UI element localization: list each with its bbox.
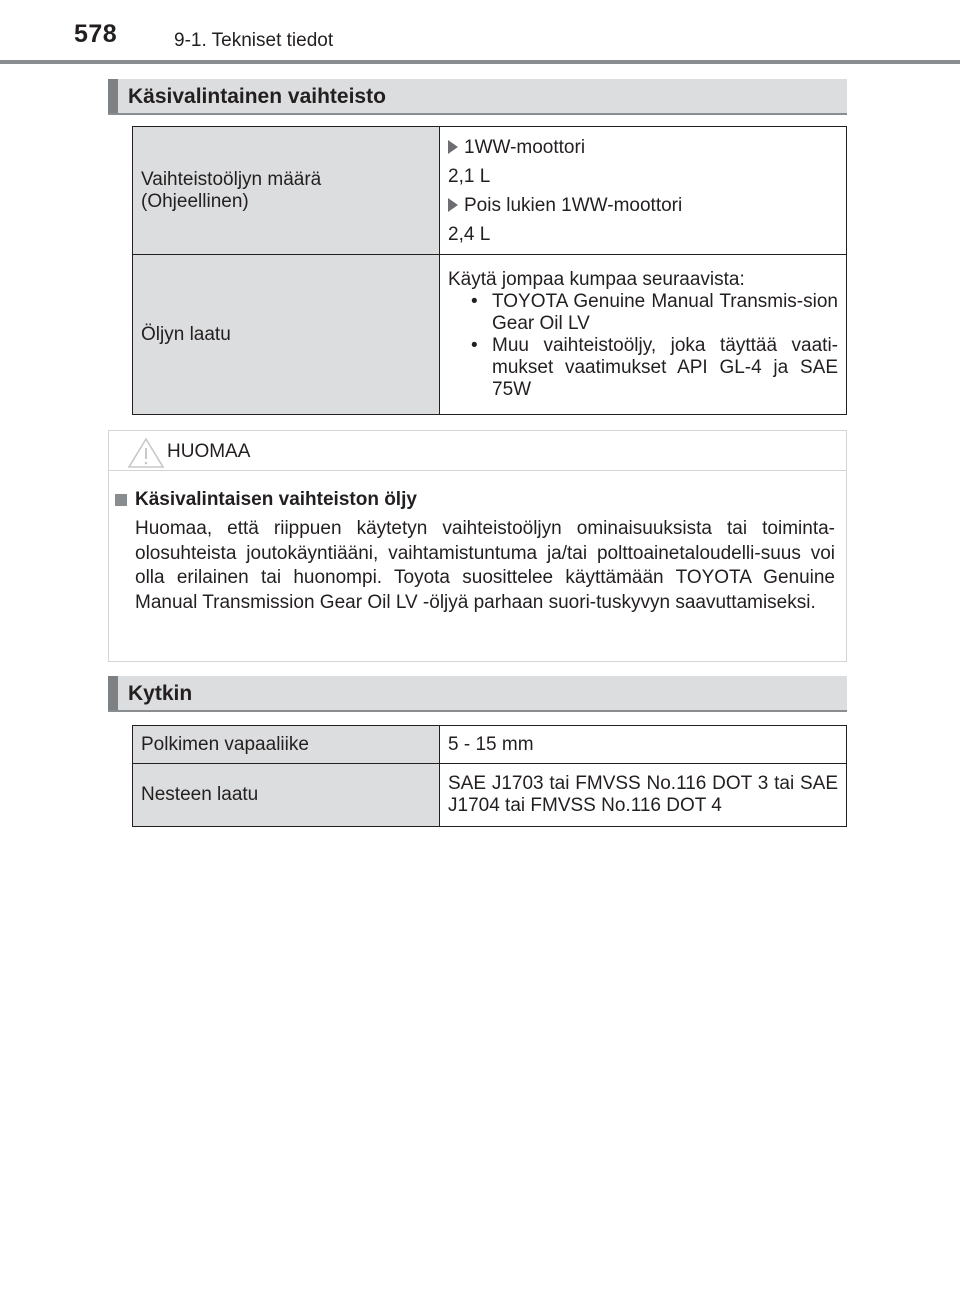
- list-item: [448, 291, 838, 335]
- engine-variant-line: [448, 133, 838, 162]
- section-title: Kytkin: [128, 682, 193, 705]
- section-bar-accent: [108, 79, 118, 113]
- fluid-quality-value: SAE J1703 tai FMVSS No.116 DOT 3 tai SAE J1704 tai FMVSS No.116 DOT 4: [440, 764, 847, 827]
- table-row: [133, 726, 847, 764]
- manual-transmission-table: [132, 126, 847, 415]
- fluid-quality-label: Nesteen laatu: [133, 764, 440, 827]
- notice-box: [108, 430, 847, 662]
- list-item: [448, 335, 838, 401]
- table-row: [133, 764, 847, 827]
- page-number: 578: [74, 20, 118, 48]
- oil-quality-intro: Käytä jompaa kumpaa seuraavista:: [448, 268, 745, 290]
- notice-body: Huomaa, että riippuen käytetyn vaihteistoöljyn ominaisuuksista tai toiminta-olosuhteista joutokäyntiääni, vaihtamistuntuma ja/tai polttoainetaloudelli-suus voi olla erilainen tai huonompi. Toyota suosittelee käyttämään TOYOTA Genuine Manual Transmission Gear Oil LV -öljyä parhaan suori-tuskyvyn saavuttamiseksi.: [135, 518, 835, 613]
- section-header-clutch: [108, 676, 847, 712]
- engine-variant: Pois lukien 1WW-moottori: [464, 194, 683, 216]
- table-row: [133, 127, 847, 255]
- list-item-text: Muu vaihteistoöljy, joka täyttää vaati-mukset vaatimukset API GL-4 ja SAE 75W: [492, 334, 838, 400]
- header-rule: [0, 60, 960, 64]
- list-item-text: TOYOTA Genuine Manual Transmis-sion Gear Oil LV: [492, 290, 838, 334]
- oil-amount-value: [440, 127, 847, 255]
- oil-amount: 2,4 L: [448, 223, 491, 245]
- pedal-freeplay-value: 5 - 15 mm: [440, 726, 847, 764]
- bullet-icon: •: [471, 290, 478, 312]
- clutch-table: [132, 725, 847, 827]
- oil-amount-label-line: Vaihteistoöljyn määrä: [141, 168, 322, 190]
- section-title: Käsivalintainen vaihteisto: [128, 85, 386, 108]
- notice-subtitle-text: Käsivalintaisen vaihteiston öljy: [135, 489, 417, 510]
- bullet-icon: •: [471, 334, 478, 356]
- warning-triangle-icon: [127, 437, 165, 469]
- oil-quality-label: Öljyn laatu: [133, 255, 440, 415]
- section-header-manual-transmission: [108, 79, 847, 115]
- triangle-arrow-icon: [448, 198, 458, 212]
- oil-quality-value: [440, 255, 847, 415]
- engine-variant-line: [448, 191, 838, 220]
- notice-header: [109, 431, 846, 471]
- oil-amount-label-line: (Ohjeellinen): [141, 190, 249, 212]
- notice-subtitle: [115, 489, 417, 511]
- oil-quality-list: [448, 291, 838, 401]
- notice-title: HUOMAA: [167, 441, 251, 462]
- triangle-arrow-icon: [448, 140, 458, 154]
- section-bar-accent: [108, 676, 118, 710]
- chapter-title: 9-1. Tekniset tiedot: [174, 30, 334, 51]
- page-header: [0, 0, 960, 64]
- table-row: [133, 255, 847, 415]
- square-bullet-icon: [115, 494, 127, 506]
- oil-amount: 2,1 L: [448, 165, 491, 187]
- pedal-freeplay-label: Polkimen vapaaliike: [133, 726, 440, 764]
- engine-variant: 1WW-moottori: [464, 136, 586, 158]
- oil-amount-label: [133, 127, 440, 255]
